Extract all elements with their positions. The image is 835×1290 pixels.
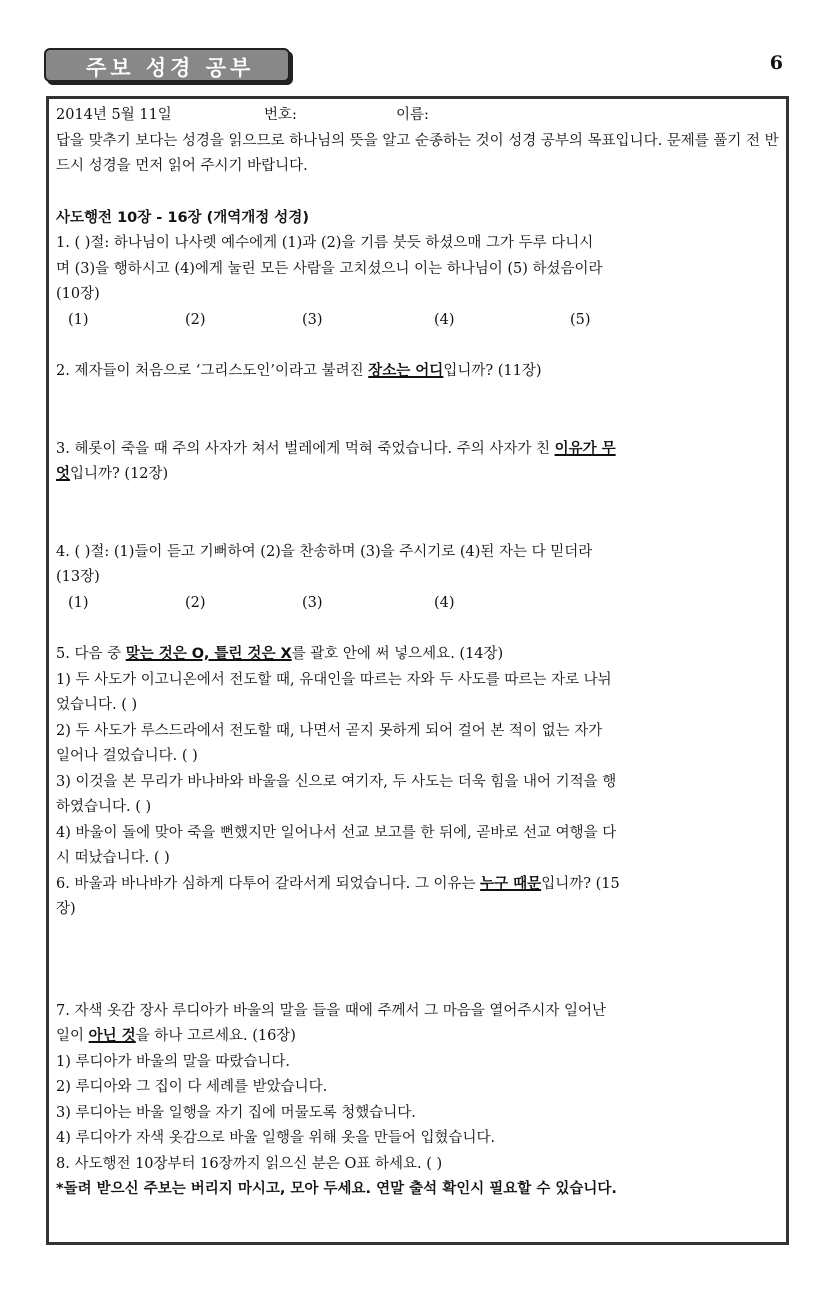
q5-item-4b: 시 떠났습니다. ( ): [56, 850, 170, 866]
q5-item-3a: 3) 이것을 본 무리가 바나바와 바울을 신으로 여기자, 두 사도는 더욱 힘을 내어 기적을 행: [56, 773, 617, 790]
q7-text-post: 을 하나 고르세요. (16장): [135, 1028, 296, 1044]
q1-option: (2): [185, 311, 206, 328]
q7-item: 3) 루디아는 바울 일행을 자기 집에 머물도록 청했습니다.: [56, 1104, 416, 1121]
q3-line1: [56, 437, 784, 463]
q1-option: (5): [570, 311, 591, 328]
footer-note: *돌려 받으신 주보는 버리지 마시고, 모아 두세요. 연말 출석 확인시 필요할 수 있습니다.: [56, 1181, 617, 1197]
q7-item: 2) 루디아와 그 집이 다 세례를 받았습니다.: [56, 1079, 328, 1095]
number-label: 번호:: [264, 107, 297, 123]
q5-item-4a: 4) 바울이 돌에 맞아 죽을 뻔했지만 일어나서 선교 보고를 한 뒤에, 곧바로 선교 여행을 다: [56, 824, 617, 841]
q4-option: (4): [434, 594, 455, 611]
q1-options: [56, 308, 784, 334]
q2-text-pre: 2. 제자들이 처음으로 ‘그리스도인’이라고 불려진: [56, 363, 369, 379]
header-title-tab: [44, 48, 290, 82]
q3-line2: [56, 462, 784, 488]
q5-text-post: 를 괄호 안에 써 넣으세요. (14장): [291, 646, 504, 662]
q1-option: (1): [68, 311, 89, 328]
q1-line1: 1. ( )절: 하나님이 나사렛 예수에게 (1)과 (2)을 기름 붓듯 하셨으매 그가 두루 다니시: [56, 235, 594, 251]
q3-text-pre: 3. 헤롯이 죽을 때 주의 사자가 쳐서 벌레에게 먹혀 죽었습니다. 주의 사자가 친: [56, 440, 555, 457]
q6-emphasis: 누구 때문: [480, 875, 542, 892]
q7-item: 4) 루디아가 자색 옷감으로 바울 일행을 위해 옷을 만들어 입혔습니다.: [56, 1130, 496, 1146]
q5-item-2a: 2) 두 사도가 루스드라에서 전도할 때, 나면서 곧지 못하게 되어 걸어 본 적이 없는 자가: [56, 722, 603, 739]
q4-line2: (13장): [56, 569, 100, 585]
q7-text-pre: 일이: [56, 1028, 89, 1044]
q1-option: (3): [302, 311, 323, 328]
q4-option: (3): [302, 594, 323, 611]
q5-text-pre: 5. 다음 중: [56, 646, 126, 662]
q1-line3: (10장): [56, 286, 100, 302]
page-number: 6: [769, 52, 783, 74]
section-title: 사도행전 10장 - 16장 (개역개정 성경): [56, 209, 309, 226]
q2-emphasis: 장소는 어디: [368, 363, 444, 379]
q5-heading: [56, 642, 784, 668]
q4-line1: 4. ( )절: (1)들이 듣고 기뻐하여 (2)을 찬송하며 (3)을 주시기로 (4)된 자는 다 믿더라: [56, 543, 593, 560]
date-text: 2014년 5월 11일: [56, 107, 172, 123]
q1-option: (4): [434, 311, 455, 328]
q6-line2: 장): [56, 901, 76, 917]
q4-option: (2): [185, 594, 206, 611]
q2-text-post: 입니까? (11장): [443, 363, 542, 379]
q3-emphasis-2: 엇: [56, 466, 71, 482]
q3-emphasis-1: 이유가 무: [554, 440, 616, 457]
q1-line2: 며 (3)을 행하시고 (4)에게 눌린 모든 사람을 고치셨으니 이는 하나님이 (5) 하셨음이라: [56, 260, 603, 277]
worksheet-content: [56, 103, 784, 1203]
q8: 8. 사도행전 10장부터 16장까지 읽으신 분은 O표 하세요. ( ): [56, 1155, 443, 1172]
q7-item: 1) 루디아가 바울의 말을 따랐습니다.: [56, 1053, 291, 1070]
q7-emphasis: 아닌 것: [88, 1028, 136, 1044]
q5-item-1b: 었습니다. ( ): [56, 697, 138, 713]
q3-text-post: 입니까? (12장): [70, 466, 169, 482]
q7-line1: 7. 자색 옷감 장사 루디아가 바울의 말을 들을 때에 주께서 그 마음을 열어주시자 일어난: [56, 1002, 606, 1019]
name-label: 이름:: [396, 107, 429, 123]
q5-item-2b: 일어나 걸었습니다. ( ): [56, 748, 198, 764]
q4-option: (1): [68, 594, 89, 611]
q4-options: [56, 591, 784, 617]
q6-text-pre: 6. 바울과 바나바가 심하게 다투어 갈라서게 되었습니다. 그 이유는: [56, 875, 481, 892]
intro-text: 답을 맞추기 보다는 성경을 읽으므로 하나님의 뜻을 알고 순종하는 것이 성경 공부의 목표입니다. 문제를 풀기 전 반드시 성경을 먼저 읽어 주시기 바랍니다.: [56, 132, 779, 174]
q5-emphasis: 맞는 것은 O, 틀린 것은 X: [125, 646, 292, 662]
header-title: 주보 성경 공부: [86, 56, 255, 80]
q6-text-post: 입니까? (15: [541, 875, 620, 892]
q5-item-1a: 1) 두 사도가 이고니온에서 전도할 때, 유대인을 따르는 자와 두 사도를 따르는 자로 나뉘: [56, 671, 612, 688]
meta-row: [56, 103, 784, 129]
q5-item-3b: 하였습니다. ( ): [56, 799, 152, 815]
q2: [56, 359, 784, 385]
q6-line1: [56, 872, 784, 898]
q7-line2: [56, 1024, 784, 1050]
